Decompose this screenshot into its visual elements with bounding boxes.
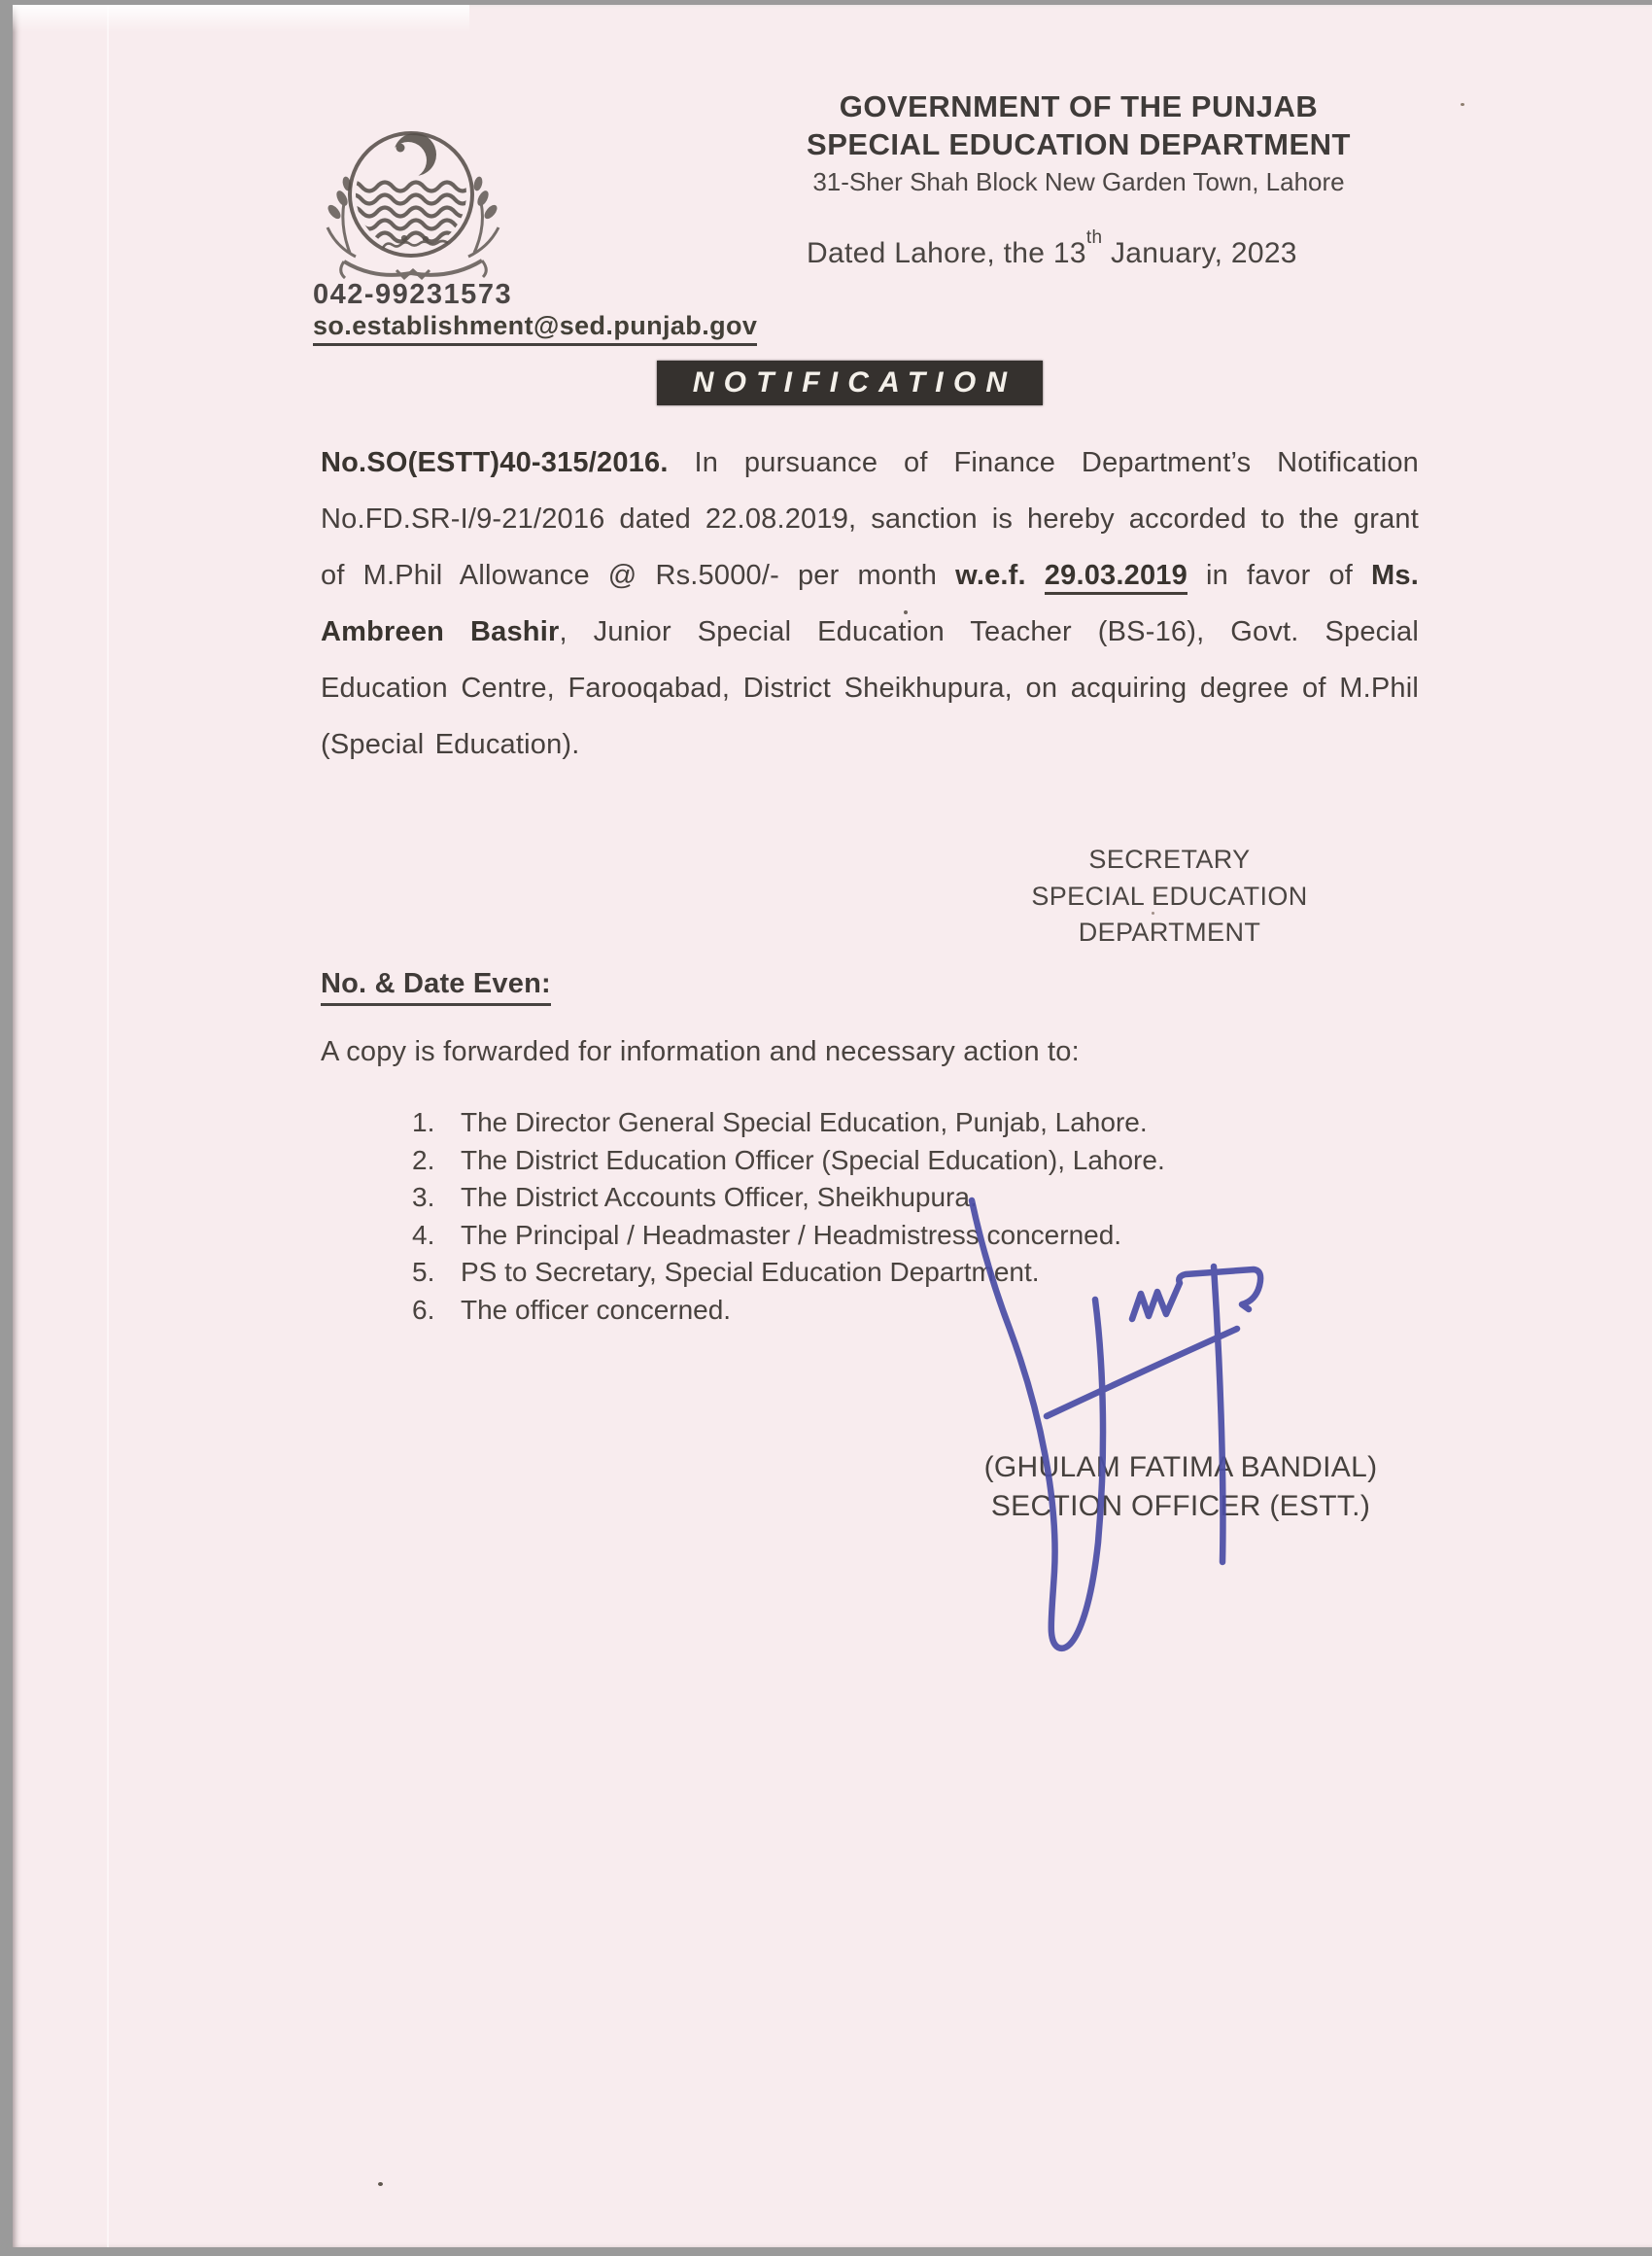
body-text-1: In pursuance of Finance Department’s Notification No.FD.SR-I/9-21/2016 dated 22.08.2019, sanction is hereby accorded to the grant of M.Phil Allowance @ Rs.5000/- per month xyxy=(321,447,1419,591)
no-and-date-label: No. & Date Even: xyxy=(321,968,551,1006)
crescent-icon xyxy=(390,133,436,179)
recipient-item: The District Accounts Officer, Sheikhupura. xyxy=(461,1182,978,1213)
forwarding-statement: A copy is forwarded for information and necessary action to: xyxy=(321,1036,1080,1067)
paper-speck xyxy=(1461,103,1464,106)
recipient-item: The District Education Officer (Special Education), Lahore. xyxy=(461,1144,1165,1175)
wef-label: w.e.f. xyxy=(955,560,1026,591)
punjab-government-crest-logo xyxy=(321,109,510,289)
org-name-line2: SPECIAL EDUCATION DEPARTMENT xyxy=(807,127,1351,161)
recipient-item: PS to Secretary, Special Education Department. xyxy=(461,1257,1040,1288)
date-text: Dated Lahore, the 13 xyxy=(807,237,1086,269)
paper-speck xyxy=(378,2182,383,2186)
body-text-2: in favor of xyxy=(1187,560,1372,591)
reference-number: No.SO(ESTT)40-315/2016. xyxy=(321,447,669,478)
officer-name: (GHULAM FATIMA BANDIAL) xyxy=(983,1451,1378,1483)
org-address: 31-Sher Shah Block New Garden Town, Lahore xyxy=(812,167,1345,196)
secretary-dept-line2: DEPARTMENT xyxy=(1078,918,1261,947)
notification-title-bar: NOTIFICATION xyxy=(657,361,1043,405)
grantee-name: Ms. Ambreen Bashir xyxy=(321,560,1419,647)
date-text-tail: January, 2023 xyxy=(1102,237,1297,269)
effective-date: 29.03.2019 xyxy=(1045,560,1187,595)
secretary-dept-line1: SPECIAL EDUCATION xyxy=(1031,881,1308,911)
date-line xyxy=(807,227,1297,270)
handwritten-signature xyxy=(947,1181,1297,1686)
phone-number: 042-99231573 xyxy=(313,279,513,310)
secretary-title: SECRETARY xyxy=(1088,845,1251,874)
officer-designation: SECTION OFFICER (ESTT.) xyxy=(990,1490,1371,1522)
recipient-item: The Principal / Headmaster / Headmistress concerned. xyxy=(461,1219,1122,1250)
body-text-3: , Junior Special Education Teacher (BS-16), Govt. Special Education Centre, Farooqabad, District Sheikhupura, on acquiring degree of M.Phil (Special Education). xyxy=(321,616,1419,760)
org-name-line1: GOVERNMENT OF THE PUNJAB xyxy=(839,89,1319,123)
signatory-secretary-block xyxy=(973,842,1366,952)
recipient-item: The officer concerned. xyxy=(461,1294,732,1325)
paper-fold-line xyxy=(107,5,109,2247)
notification-body-paragraph xyxy=(321,434,1419,773)
email-address: so.establishment@sed.punjab.gov xyxy=(313,311,757,346)
paper-edge-highlight xyxy=(13,5,469,32)
recipient-item: The Director General Special Education, Punjab, Lahore. xyxy=(461,1107,1148,1137)
date-ordinal-suffix: th xyxy=(1085,227,1103,248)
